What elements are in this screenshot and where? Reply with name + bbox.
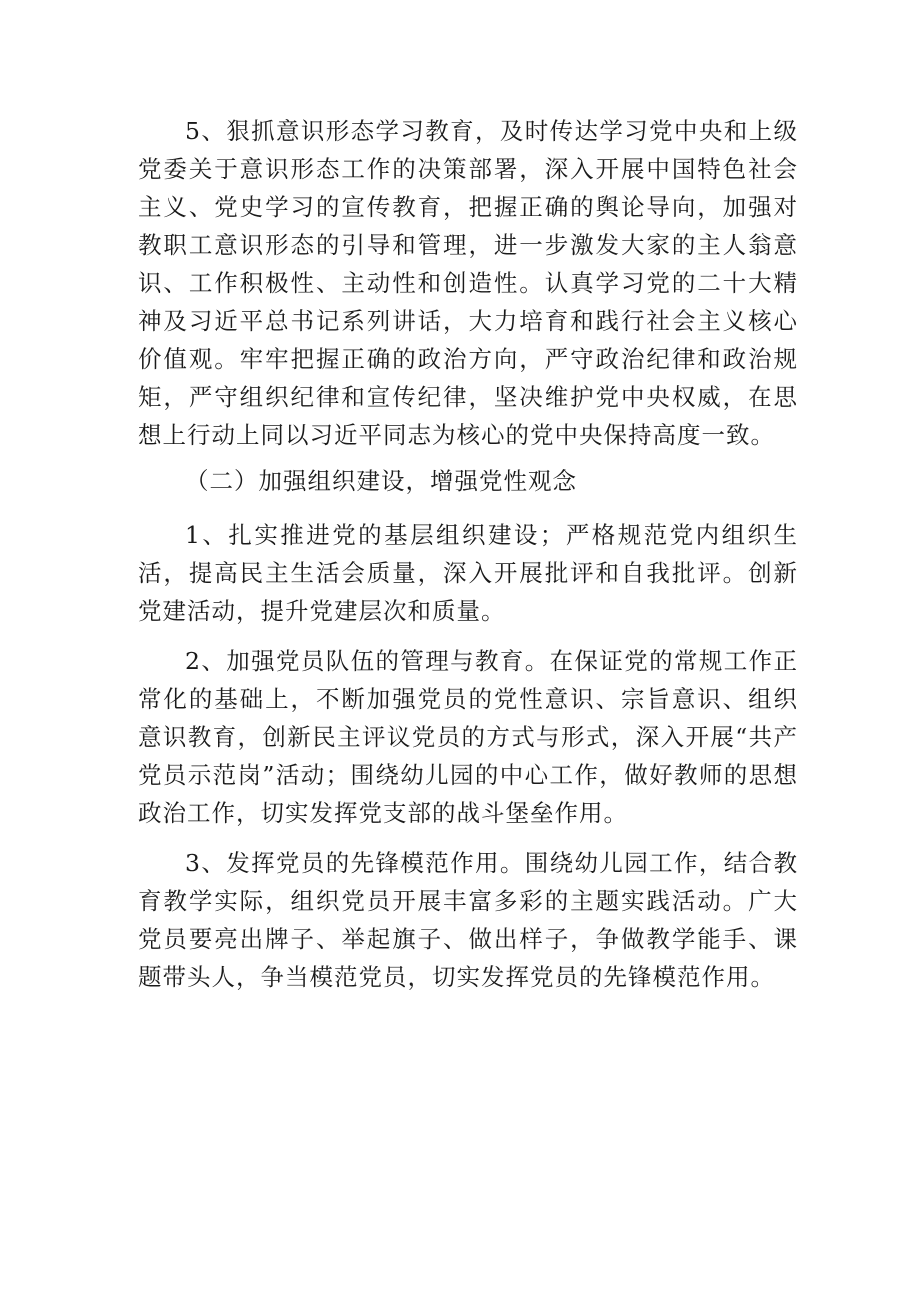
document-body bbox=[138, 112, 798, 1008]
paragraph-grassroots-organization: 1、扎实推进党的基层组织建设；严格规范党内组织生活，提高民主生活会质量，深入开展批评和自我批评。创新党建活动，提升党建层次和质量。 bbox=[138, 521, 798, 625]
paragraph-member-management: 2、加强党员队伍的管理与教育。在保证党的常规工作正常化的基础上，不断加强党员的党性意识、宗旨意识、组织意识教育，创新民主评议党员的方式与形式，深入开展“共产党员示范岗”活动；围绕幼儿园的中心工作，做好教师的思想政治工作，切实发挥党支部的战斗堡垒作用。 bbox=[138, 647, 798, 827]
section-heading-organization: （二）加强组织建设，增强党性观念 bbox=[185, 467, 577, 495]
paragraph-vanguard-role: 3、发挥党员的先锋模范作用。围绕幼儿园工作，结合教育教学实际，组织党员开展丰富多彩的主题实践活动。广大党员要亮出牌子、举起旗子、做出样子，争做教学能手、课题带头人，争当模范党员，切实发挥党员的先锋模范作用。 bbox=[138, 849, 798, 991]
paragraph-ideology-education: 5、狠抓意识形态学习教育，及时传达学习党中央和上级党委关于意识形态工作的决策部署，深入开展中国特色社会主义、党史学习的宣传教育，把握正确的舆论导向，加强对教职工意识形态的引导和管理，进一步激发大家的主人翁意识、工作积极性、主动性和创造性。认真学习党的二十大精神及习近平总书记系列讲话，大力培育和践行社会主义核心价值观。牢牢把握正确的政治方向，严守政治纪律和政治规矩，严守组织纪律和宣传纪律，坚决维护党中央权威，在思想上行动上同以习近平同志为核心的党中央保持高度一致。 bbox=[138, 117, 798, 449]
